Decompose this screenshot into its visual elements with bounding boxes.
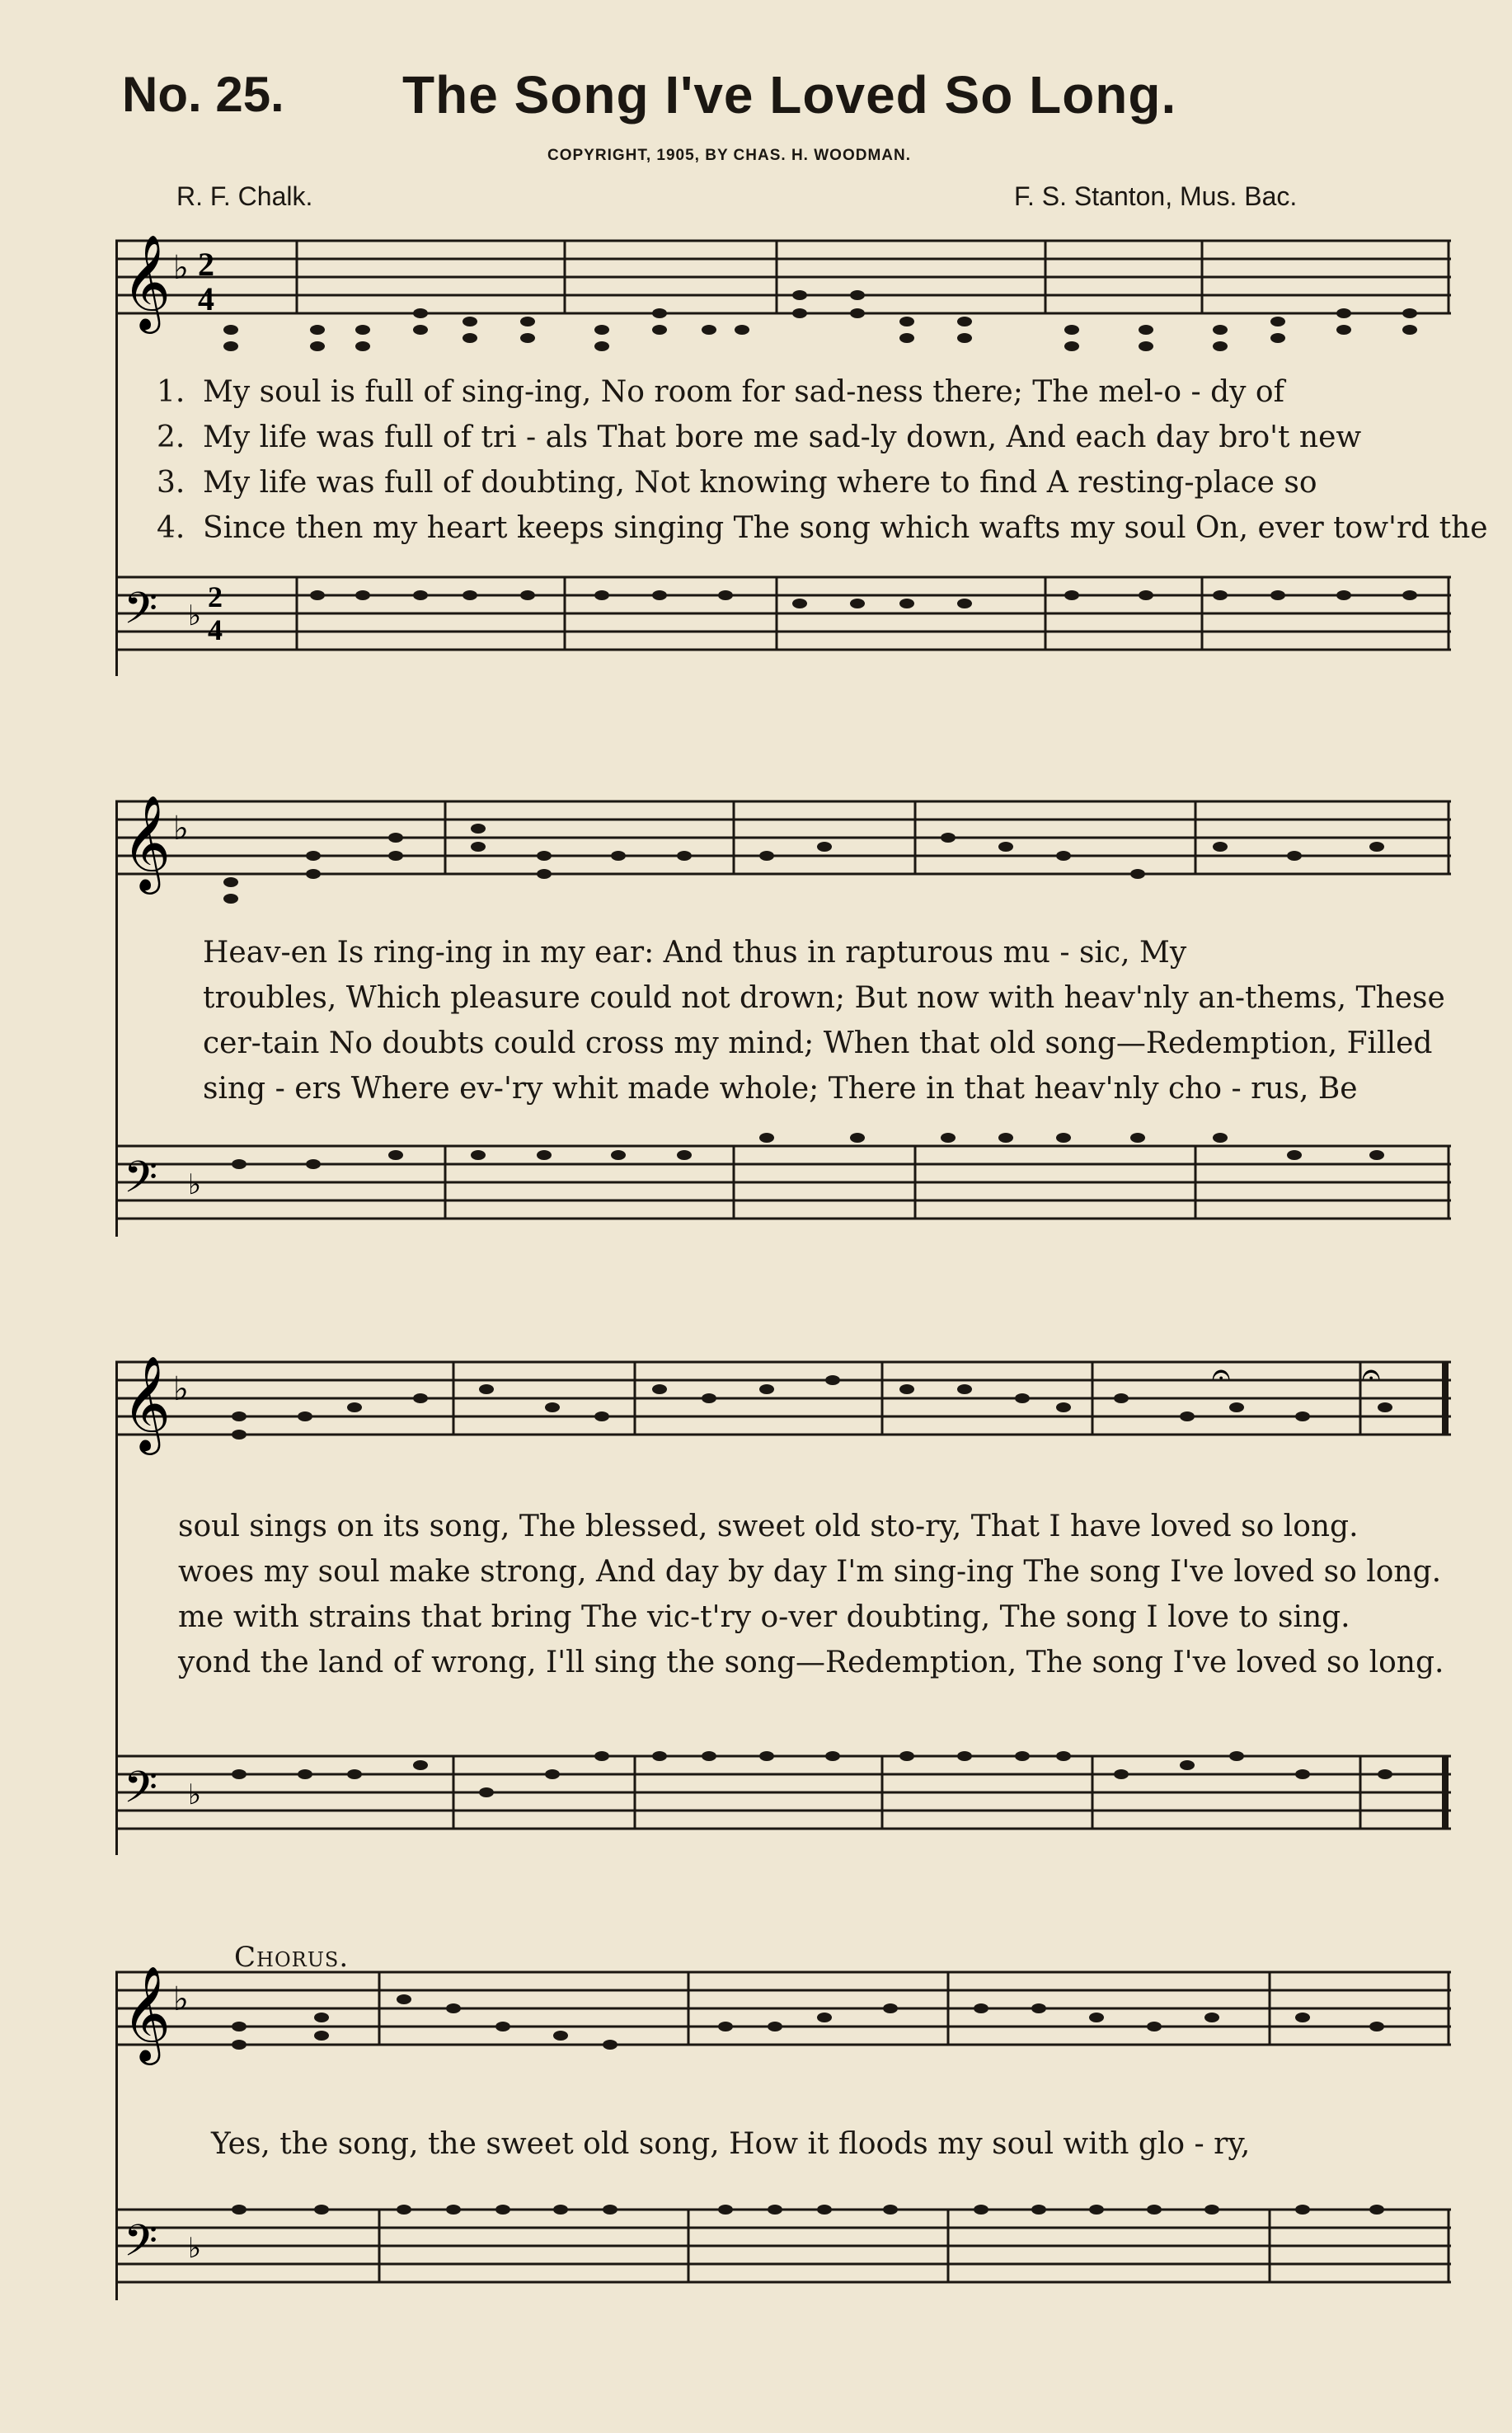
svg-text:4: 4 [208,613,223,646]
verse-line: me with strains that bring The vic-t'ry o-ver doubting, The song I love to sing. [178,1600,1350,1634]
verse-line: 3. My life was full of doubting, Not knowing where to find A resting-place so [157,466,1317,500]
svg-text:2: 2 [208,580,223,613]
flat-icon: ♭ [173,1370,189,1408]
treble-clef-icon: 𝄞 [122,794,171,890]
verse-line: yond the land of wrong, I'll sing the song—Redemption, The song I've loved so long. [178,1646,1444,1679]
system-2-lyrics [203,930,1445,1111]
copyright-notice: COPYRIGHT, 1905, BY CHAS. H. WOODMAN. [547,147,911,164]
verse-line: troubles, Which pleasure could not drown; But now with heav'nly an-thems, These [203,981,1445,1015]
system-1-lyrics [157,369,1488,551]
bass-staff-1 [115,577,1451,650]
flat-icon: ♭ [173,249,189,287]
system-3-lyrics [178,1504,1444,1685]
verse-line: soul sings on its song, The blessed, sweet old sto-ry, That I have loved so long. [178,1510,1359,1543]
lyricist-credit: R. F. Chalk. [176,181,313,211]
bass-clef-icon: 𝄢 [124,1153,158,1214]
hymn-title: The Song I've Loved So Long. [402,65,1177,124]
treble-clef-icon: 𝄞 [122,1965,171,2061]
flat-icon: ♭ [173,1980,189,2018]
verse-line: cer-tain No doubts could cross my mind; When that old song—Redemption, Filled [203,1026,1433,1060]
chorus-lyric-line: Yes, the song, the sweet old song, How it floods my soul with glo - ry, [211,2127,1251,2161]
verse-line: woes my soul make strong, And day by day I'm sing-ing The song I've loved so long. [178,1555,1442,1589]
flat-icon: ♭ [188,1168,202,1201]
verse-line: 4. Since then my heart keeps singing The song which wafts my soul On, ever tow'rd the [157,511,1488,545]
hymn-number: No. 25. [122,67,284,122]
composer-credit: F. S. Stanton, Mus. Bac. [1014,181,1298,211]
verse-line: 2. My life was full of tri - als That bore me sad-ly down, And each day bro't new [157,420,1362,454]
bass-clef-icon: 𝄢 [124,1763,158,1824]
flat-icon: ♭ [188,1778,202,1811]
flat-icon: ♭ [188,599,202,632]
verse-line: sing - ers Where ev-'ry whit made whole; There in that heav'nly cho - rus, Be [203,1072,1358,1106]
fermata-icon: 𝄐 [1212,1355,1231,1393]
treble-staff-1 [115,241,1451,313]
treble-clef-icon: 𝄞 [122,233,171,330]
verse-line: Heav-en Is ring-ing in my ear: And thus in rapturous mu - sic, My [203,936,1187,970]
bass-clef-icon: 𝄢 [124,2216,158,2277]
flat-icon: ♭ [188,2232,202,2265]
treble-clef-icon: 𝄞 [122,1355,171,1451]
time-sig-top: 2 [198,246,214,283]
chorus-label: Chorus. [234,1941,350,1974]
flat-icon: ♭ [173,810,189,848]
time-sig-bottom: 4 [198,280,214,317]
fermata-icon: 𝄐 [1362,1355,1381,1393]
bass-clef-icon: 𝄢 [124,584,158,645]
verse-line: 1. My soul is full of sing-ing, No room for sad-ness there; The mel-o - dy of [157,375,1284,409]
